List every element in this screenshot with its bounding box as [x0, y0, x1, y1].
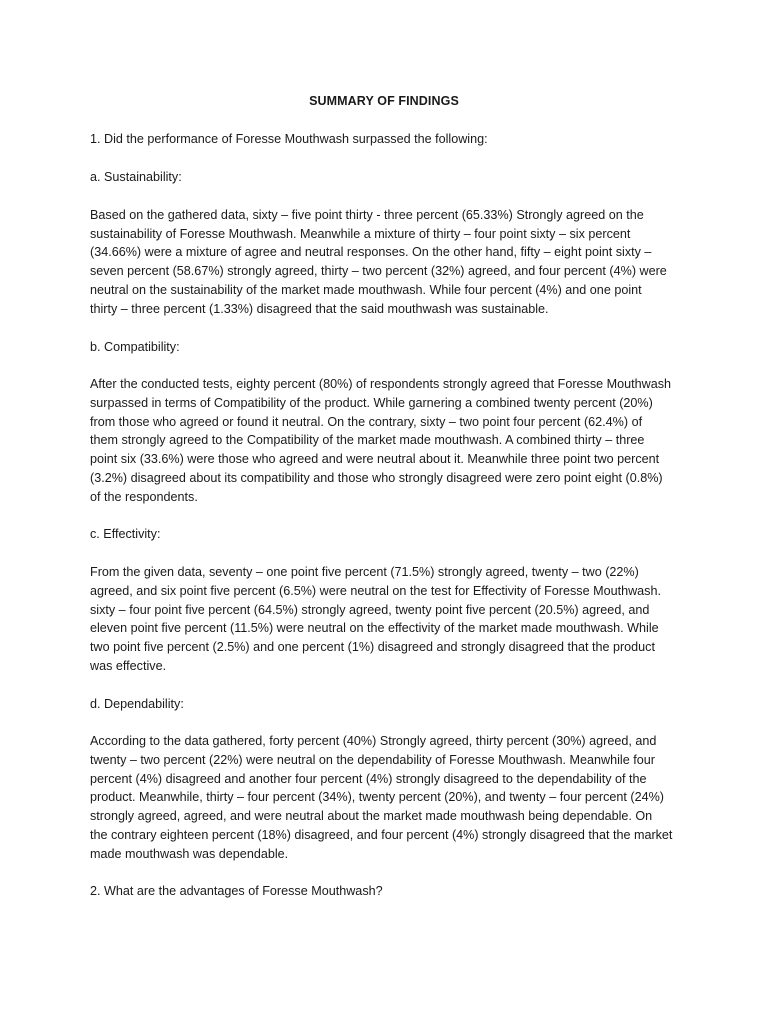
- paragraph-line: was effective.: [90, 659, 167, 673]
- section-heading-dependability: d. Dependability:: [90, 697, 184, 711]
- paragraph-line: thirty – three percent (1.33%) disagreed that the said mouthwash was sustainable.: [90, 302, 549, 316]
- paragraph-line: Based on the gathered data, sixty – five point thirty - three percent (65.33%) Strongly agreed on the: [90, 208, 644, 222]
- paragraph-line: After the conducted tests, eighty percent (80%) of respondents strongly agreed that Foresse Mouthwash: [90, 377, 672, 391]
- section-heading-sustainability: a. Sustainability:: [90, 170, 182, 184]
- paragraph-line: neutral on the sustainability of the market made mouthwash. While four percent (4%) and one point: [90, 283, 642, 297]
- paragraph-line: the contrary eighteen percent (18%) disagreed, and four percent (4%) strongly disagreed that the market: [90, 828, 673, 842]
- paragraph-line: made mouthwash was dependable.: [90, 847, 289, 861]
- paragraph-line: agreed, and six point five percent (6.5%) were neutral on the test for Effectivity of Foresse Mouthwash.: [90, 584, 661, 598]
- section-heading-compatibility: b. Compatibility:: [90, 340, 180, 354]
- paragraph-line: strongly agreed, agreed, and were neutral about the market made mouthwash being dependable. On: [90, 809, 653, 823]
- paragraph-line: from those who agreed or found it neutral. On the contrary, sixty – two point four percent (62.4%) of: [90, 415, 643, 429]
- question-1: 1. Did the performance of Foresse Mouthwash surpassed the following:: [90, 132, 488, 146]
- paragraph-line: sustainability of Foresse Mouthwash. Meanwhile a mixture of thirty – four point sixty – six percent: [90, 227, 631, 241]
- paragraph-line: (3.2%) disagreed about its compatibility and those who strongly disagreed were zero point eight (0.8%): [90, 471, 663, 485]
- paragraph-line: seven percent (58.67%) strongly agreed, thirty – two percent (32%) agreed, and four percent (4%) were: [90, 264, 667, 278]
- section-heading-effectivity: c. Effectivity:: [90, 527, 161, 541]
- paragraph-line: From the given data, seventy – one point five percent (71.5%) strongly agreed, twenty – two (22%): [90, 565, 639, 579]
- paragraph-line: point six (33.6%) were those who agreed and were neutral about it. Meanwhile three point two percent: [90, 452, 660, 466]
- paragraph-line: (34.66%) were a mixture of agree and neutral responses. On the other hand, fifty – eight point sixty –: [90, 245, 652, 259]
- paragraph-line: twenty – two percent (22%) were neutral on the dependability of Foresse Mouthwash. Meanwhile four: [90, 753, 655, 767]
- paragraph-line: surpassed in terms of Compatibility of the product. While garnering a combined twenty percent (20%): [90, 396, 653, 410]
- paragraph-line: of the respondents.: [90, 490, 198, 504]
- paragraph-line: two point five percent (2.5%) and one percent (1%) disagreed and strongly disagreed that the product: [90, 640, 655, 654]
- paragraph-line: product. Meanwhile, thirty – four percent (34%), twenty percent (20%), and twenty – four percent (24%): [90, 790, 664, 804]
- paragraph-line: According to the data gathered, forty percent (40%) Strongly agreed, thirty percent (30%) agreed, and: [90, 734, 657, 748]
- paragraph-line: them strongly agreed to the Compatibility of the market made mouthwash. A combined thirty – three: [90, 433, 645, 447]
- page-title: SUMMARY OF FINDINGS: [309, 94, 459, 108]
- paragraph-line: percent (4%) disagreed and another four percent (4%) strongly disagreed to the dependability of the: [90, 772, 647, 786]
- paragraph-line: eleven point five percent (11.5%) were neutral on the effectivity of the market made mouthwash. While: [90, 621, 659, 635]
- paragraph-line: sixty – four point five percent (64.5%) strongly agreed, twenty point five percent (20.5%) agreed, and: [90, 603, 650, 617]
- question-2: 2. What are the advantages of Foresse Mouthwash?: [90, 884, 383, 898]
